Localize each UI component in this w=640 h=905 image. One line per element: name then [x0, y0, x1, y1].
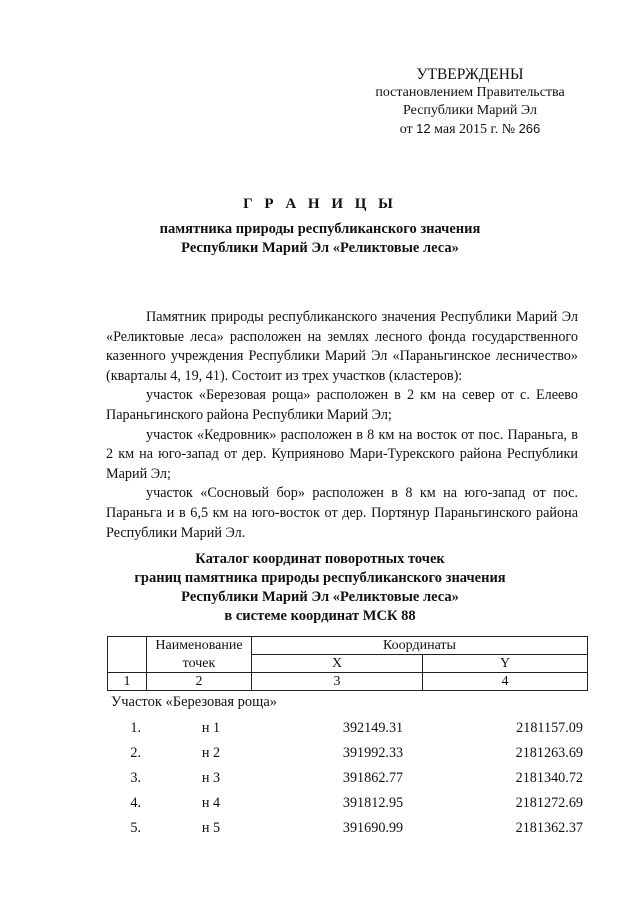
- paragraph-birch-grove: участок «Березовая роща» расположен в 2 км на север от с. Елеево Параньгинского района Республики Марий Эл;: [106, 387, 578, 423]
- subtitle-line1: памятника природы республиканского значения: [159, 221, 481, 237]
- point-x: 392149.31: [342, 720, 404, 736]
- header-empty-cell: [108, 637, 147, 673]
- point-y: 2181340.72: [515, 770, 583, 786]
- approval-line3: Республики Марий Эл: [403, 103, 537, 118]
- header-y: Y: [423, 655, 588, 673]
- header-col4: 4: [423, 673, 588, 691]
- point-x: 391862.77: [342, 770, 404, 786]
- point-y: 2181263.69: [515, 745, 583, 761]
- table-row: [107, 745, 587, 770]
- table-row: [107, 795, 587, 820]
- page-subtitle: [0, 220, 640, 258]
- point-number: 1.: [130, 720, 141, 736]
- approval-title: УТВЕРЖДЕНЫ: [416, 66, 524, 83]
- point-y: 2181272.69: [515, 795, 583, 811]
- date-prefix: от: [399, 122, 413, 137]
- subtitle-line2: Республики Марий Эл «Реликтовые леса»: [181, 240, 459, 256]
- approval-line2: постановлением Правительства: [375, 85, 565, 100]
- header-name-line1: Наименование: [147, 637, 252, 655]
- header-coordinates: Координаты: [252, 637, 588, 655]
- point-name: н 3: [201, 770, 221, 786]
- header-col3: 3: [252, 673, 423, 691]
- point-name: н 4: [201, 795, 221, 811]
- approval-date: [365, 120, 575, 139]
- point-x: 391812.95: [342, 795, 404, 811]
- coordinates-rows: [107, 720, 587, 845]
- point-number: 5.: [130, 820, 141, 836]
- point-name: н 1: [201, 720, 221, 736]
- header-x: X: [252, 655, 423, 673]
- catalog-heading: [0, 550, 640, 626]
- point-number: 3.: [130, 770, 141, 786]
- point-name: н 5: [201, 820, 221, 836]
- table-row: [107, 770, 587, 795]
- catalog-line4: в системе координат МСК 88: [224, 608, 416, 624]
- date-day: 12: [416, 121, 431, 136]
- point-name: н 2: [201, 745, 221, 761]
- catalog-line3: Республики Марий Эл «Реликтовые леса»: [181, 589, 459, 605]
- header-name-line2: точек: [147, 655, 252, 673]
- document-number: 266: [518, 121, 541, 136]
- catalog-line2: границ памятника природы республиканского значения: [134, 570, 506, 586]
- header-col1: 1: [108, 673, 147, 691]
- date-rest: мая 2015 г. №: [434, 122, 516, 137]
- section-label: Участок «Березовая роща»: [111, 694, 277, 710]
- paragraph-cedar: участок «Кедровник» расположен в 8 км на восток от пос. Параньга, в 2 км на юго-запад от дер. Куприяново Мари-Турекского района Республики Марий Эл;: [106, 426, 578, 482]
- catalog-line1: Каталог координат поворотных точек: [195, 551, 445, 567]
- point-number: 2.: [130, 745, 141, 761]
- paragraph-pine: участок «Сосновый бор» расположен в 8 км на юго-запад от пос. Параньга и в 6,5 км на юго-восток от дер. Портянур Параньгинского района Республики Марий Эл.: [106, 485, 578, 541]
- point-x: 391690.99: [342, 820, 404, 836]
- header-col2: 2: [147, 673, 252, 691]
- table-row: [107, 720, 587, 745]
- point-y: 2181157.09: [516, 720, 583, 736]
- point-y: 2181362.37: [515, 820, 583, 836]
- point-number: 4.: [130, 795, 141, 811]
- approval-block: [365, 66, 575, 139]
- description-block: [106, 308, 578, 543]
- coordinates-table-header: [107, 636, 588, 691]
- table-row: [107, 820, 587, 845]
- point-x: 391992.33: [342, 745, 404, 761]
- page-title: Г Р А Н И Ц Ы: [243, 196, 397, 212]
- paragraph-intro: Памятник природы республиканского значения Республики Марий Эл «Реликтовые леса» расположен на землях лесного фонда государственного казенного учреждения Республики Марий Эл «Параньгинское лесничество» (кварталы 4, 19, 41). Состоит из трех участков (кластеров):: [106, 309, 578, 384]
